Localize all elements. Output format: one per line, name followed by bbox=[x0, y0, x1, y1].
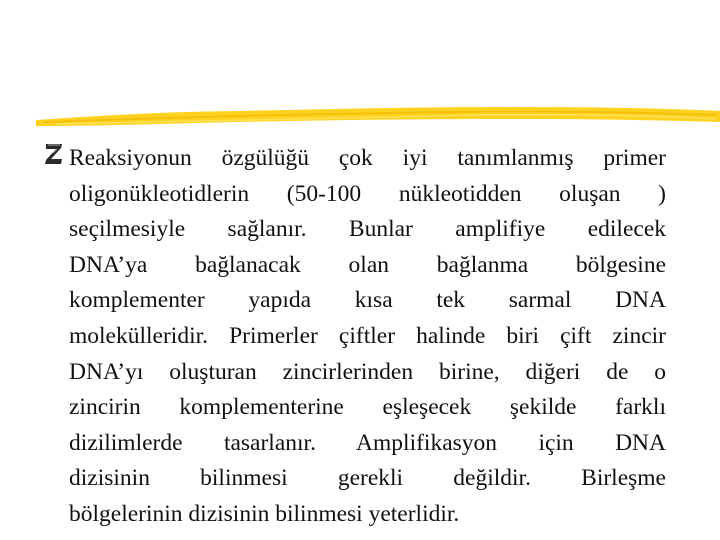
z-bullet-icon bbox=[44, 141, 66, 167]
paragraph-line: dizilimlerde tasarlanır. Amplifikasyon için DNA bbox=[69, 429, 666, 456]
brushstroke-main bbox=[36, 107, 720, 126]
paragraph-line: oligonükleotidlerin (50-100 nükleotidden oluşan ) bbox=[69, 180, 666, 207]
paragraph-line: bölgelerinin dizisinin bilinmesi yeterlidir. bbox=[69, 500, 460, 527]
paragraph-line: komplementer yapıda kısa tek sarmal DNA bbox=[69, 287, 666, 314]
paragraph-line: molekülleridir. Primerler çiftler halinde biri çift zincir bbox=[69, 322, 666, 349]
paragraph-line: DNA’ya bağlanacak olan bağlanma bölgesine bbox=[69, 251, 666, 278]
paragraph-line: DNA’yı oluşturan zincirlerinden birine, diğeri de o bbox=[69, 358, 666, 385]
paragraph-line: zincirin komplementerine eşleşecek şekilde farklı bbox=[69, 394, 666, 421]
paragraph-line: Reaksiyonun özgülüğü çok iyi tanımlanmış primer bbox=[69, 145, 666, 171]
paragraph-line: dizisinin bilinmesi gerekli değildir. Birleşme bbox=[69, 465, 666, 492]
title-underline-brushstroke bbox=[36, 98, 720, 132]
bullet-paragraph bbox=[69, 141, 666, 533]
bullet-item bbox=[44, 141, 666, 533]
paragraph-line: seçilmesiyle sağlanır. Bunlar amplifiye edilecek bbox=[69, 216, 666, 243]
